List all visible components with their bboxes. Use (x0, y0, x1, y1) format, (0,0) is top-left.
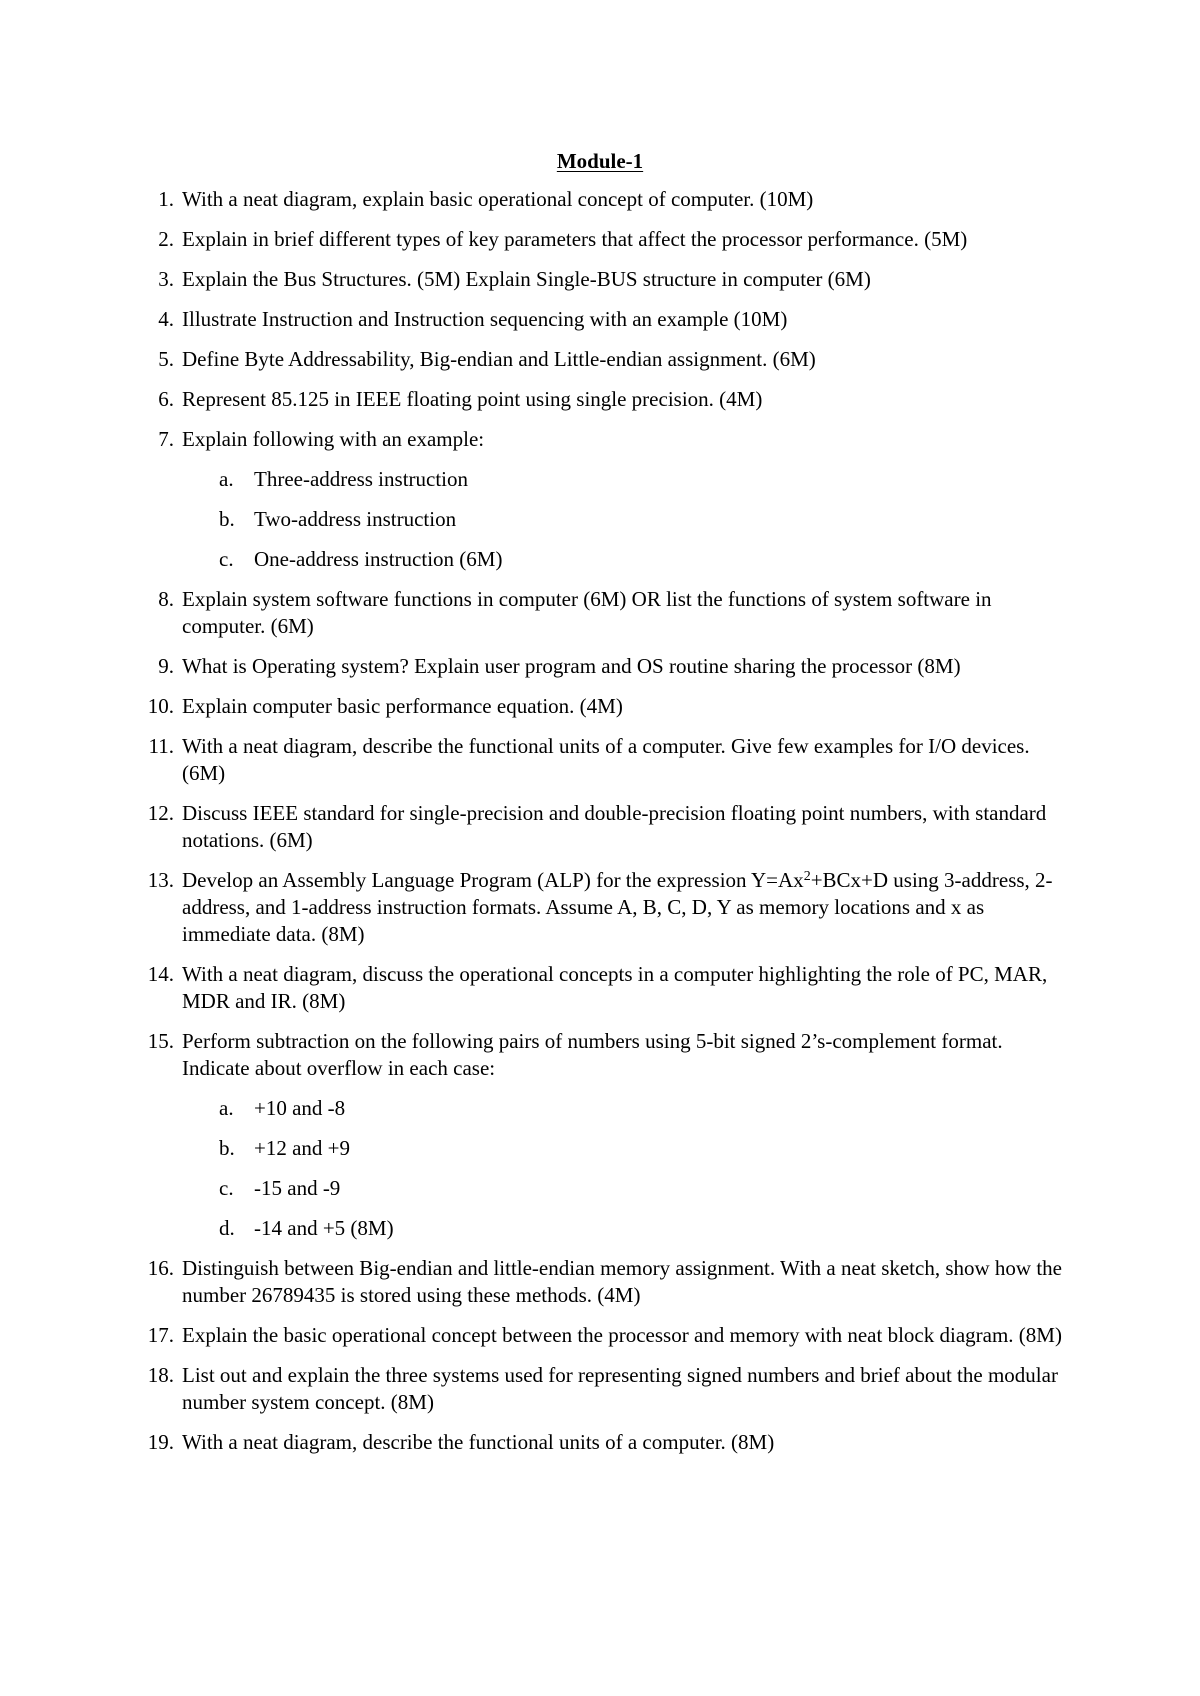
question-item-15 (145, 1028, 1065, 1242)
question-number: 13. (147, 868, 174, 892)
question-text: Represent 85.125 in IEEE floating point using single precision. (4M) (182, 387, 763, 411)
question-number: 4. (158, 307, 174, 331)
question-item-19 (145, 1429, 1065, 1456)
question-item-2 (145, 226, 1065, 253)
sub-question-text: One-address instruction (6M) (254, 547, 503, 571)
question-item-3 (145, 266, 1065, 293)
sub-question-text: +12 and +9 (254, 1136, 351, 1160)
question-item-6 (145, 386, 1065, 413)
question-item-11 (145, 733, 1065, 787)
sub-question-item (182, 506, 1065, 533)
question-item-12 (145, 800, 1065, 854)
sub-question-letter: b. (219, 507, 235, 531)
question-text: Discuss IEEE standard for single-precision and double-precision floating point numbers, with standard notations. (6M) (182, 801, 1047, 852)
question-item-8 (145, 586, 1065, 640)
question-number: 8. (158, 587, 174, 611)
question-text-part: Develop an Assembly Language Program (ALP) for the expression Y=Ax (182, 868, 804, 892)
sub-question-item (182, 1175, 1065, 1202)
question-item-9 (145, 653, 1065, 680)
question-number: 17. (147, 1323, 174, 1347)
question-item-10 (145, 693, 1065, 720)
question-number: 15. (147, 1029, 174, 1053)
sub-question-item (182, 546, 1065, 573)
question-item-1 (145, 186, 1065, 213)
sub-question-text: Two-address instruction (254, 507, 457, 531)
question-text: With a neat diagram, discuss the operational concepts in a computer highlighting the role of PC, MAR, MDR and IR. (8M) (182, 962, 1048, 1013)
question-number: 9. (158, 654, 174, 678)
question-number: 14. (147, 962, 174, 986)
question-number: 11. (148, 734, 174, 758)
question-text: Perform subtraction on the following pairs of numbers using 5-bit signed 2’s-complement format. Indicate about overflow in each case: (182, 1029, 1003, 1080)
question-item-14 (145, 961, 1065, 1015)
question-text: With a neat diagram, describe the functional units of a computer. (8M) (182, 1430, 775, 1454)
sub-question-item (182, 1095, 1065, 1122)
question-number: 18. (147, 1363, 174, 1387)
module-heading: Module-1 (556, 149, 644, 173)
sub-question-letter: a. (219, 467, 234, 491)
question-number: 10. (147, 694, 174, 718)
question-number: 12. (147, 801, 174, 825)
question-item-7 (145, 426, 1065, 573)
exponent-superscript: 2 (803, 869, 811, 884)
sub-question-item (182, 466, 1065, 493)
question-item-18 (145, 1362, 1065, 1416)
sub-question-text: Three-address instruction (254, 467, 469, 491)
question-number: 2. (158, 227, 174, 251)
question-list (145, 186, 1065, 1469)
sub-question-letter: c. (219, 1176, 234, 1200)
sub-question-text: -14 and +5 (8M) (254, 1216, 394, 1240)
question-text: Explain the basic operational concept between the processor and memory with neat block diagram. (8M) (182, 1323, 1062, 1347)
question-text: Distinguish between Big-endian and little-endian memory assignment. With a neat sketch, show how the number 26789435 is stored using these methods. (4M) (182, 1256, 1063, 1307)
question-item-13 (145, 867, 1065, 948)
sub-question-list (182, 1095, 1065, 1242)
sub-question-letter: b. (219, 1136, 235, 1160)
sub-question-list (182, 466, 1065, 573)
sub-question-letter: d. (219, 1216, 235, 1240)
question-number: 1. (158, 187, 174, 211)
sub-question-text: -15 and -9 (254, 1176, 341, 1200)
question-number: 3. (158, 267, 174, 291)
sub-question-text: +10 and -8 (254, 1096, 346, 1120)
question-text-part: +BCx+D using 3-address, 2-address, and 1-address instruction formats. Assume A, B, C, D, Y as memory locations and x as immediate data. (8M) (182, 868, 1053, 946)
question-text (182, 867, 1065, 948)
question-text: Explain following with an example: (182, 427, 485, 451)
question-text: List out and explain the three systems used for representing signed numbers and brief about the modular number system concept. (8M) (182, 1363, 1058, 1414)
question-item-16 (145, 1255, 1065, 1309)
sub-question-letter: c. (219, 547, 234, 571)
question-item-4 (145, 306, 1065, 333)
page-title (0, 147, 1200, 175)
question-number: 7. (158, 427, 174, 451)
question-number: 16. (147, 1256, 174, 1280)
question-number: 6. (158, 387, 174, 411)
question-number: 19. (147, 1430, 174, 1454)
question-text: Illustrate Instruction and Instruction sequencing with an example (10M) (182, 307, 788, 331)
sub-question-item (182, 1215, 1065, 1242)
question-number: 5. (158, 347, 174, 371)
question-text: Explain system software functions in computer (6M) OR list the functions of system software in computer. (6M) (182, 587, 992, 638)
sub-question-item (182, 1135, 1065, 1162)
sub-question-letter: a. (219, 1096, 234, 1120)
question-text: Explain the Bus Structures. (5M) Explain Single-BUS structure in computer (6M) (182, 267, 871, 291)
question-text: What is Operating system? Explain user program and OS routine sharing the processor (8M) (182, 654, 961, 678)
question-text: Explain computer basic performance equation. (4M) (182, 694, 623, 718)
question-item-5 (145, 346, 1065, 373)
question-item-17 (145, 1322, 1065, 1349)
question-text: With a neat diagram, explain basic operational concept of computer. (10M) (182, 187, 814, 211)
question-text: Define Byte Addressability, Big-endian and Little-endian assignment. (6M) (182, 347, 816, 371)
question-text: With a neat diagram, describe the functional units of a computer. Give few examples for I/O devices. (6M) (182, 734, 1030, 785)
question-text: Explain in brief different types of key parameters that affect the processor performance. (5M) (182, 227, 968, 251)
